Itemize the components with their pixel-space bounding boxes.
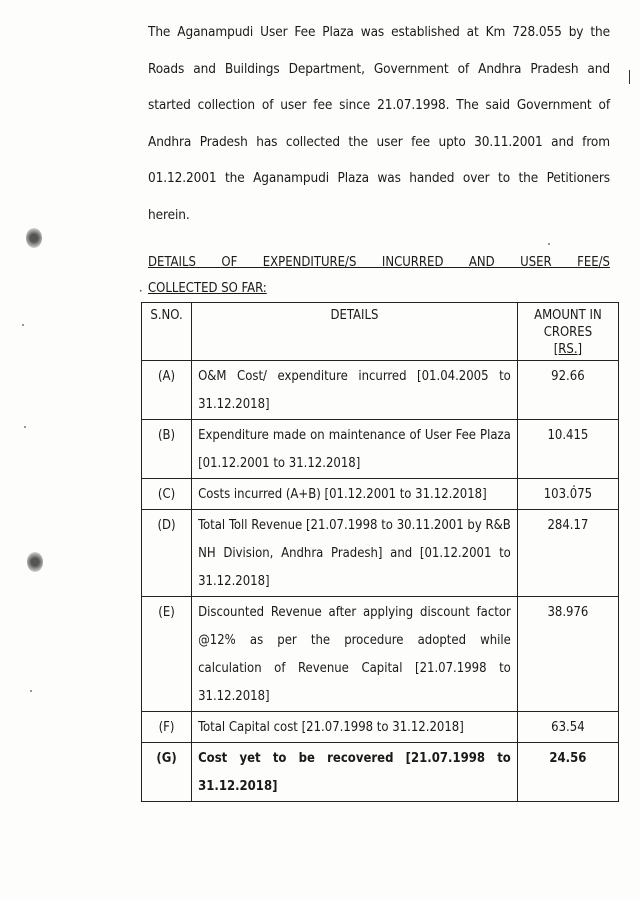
punch-hole-bottom (27, 552, 43, 572)
paragraph-line: herein. (148, 206, 190, 223)
table-header-row (142, 303, 619, 361)
row-amount: 92.66 (517, 361, 618, 420)
table-row (142, 479, 619, 510)
header-details: DETAILS (192, 303, 518, 361)
row-details: O&M Cost/ expenditure incurred [01.04.2005 to 31.12.2018] (192, 361, 518, 420)
table-row (142, 712, 619, 743)
edge-mark (629, 70, 630, 84)
scan-speck (548, 243, 550, 245)
row-details: Total Toll Revenue [21.07.1998 to 30.11.2001 by R&B NH Division, Andhra Pradesh] and [01.12.2001 to 31.12.2018] (192, 510, 518, 597)
scan-speck (22, 324, 24, 326)
section-heading (148, 250, 610, 302)
row-details: Expenditure made on maintenance of User Fee Plaza [01.12.2001 to 31.12.2018] (192, 420, 518, 479)
heading-line: DETAILS OF EXPENDITURE/S INCURRED AND USER FEE/S (148, 255, 610, 270)
paragraph-line: The Aganampudi User Fee Plaza was established at Km 728.055 by the (148, 24, 610, 40)
paragraph-line: Andhra Pradesh has collected the user fee upto 30.11.2001 and from (148, 133, 610, 150)
paragraph-line: Roads and Buildings Department, Government of Andhra Pradesh and (148, 60, 610, 77)
row-details: Total Capital cost [21.07.1998 to 31.12.2018] (192, 712, 518, 743)
table-row-total (142, 743, 619, 802)
header-amount-line: AMOUNT IN (534, 308, 602, 323)
header-sno: S.NO. (142, 303, 192, 361)
row-sno: (F) (142, 712, 192, 743)
row-sno: (E) (142, 597, 192, 712)
intro-paragraph (148, 14, 610, 233)
table-row (142, 420, 619, 479)
table-row (142, 510, 619, 597)
paragraph-line: 01.12.2001 the Aganampudi Plaza was handed over to the Petitioners (148, 170, 610, 186)
row-sno: (B) (142, 420, 192, 479)
heading-bullet-mark: · (139, 284, 143, 298)
row-amount: 284.17 (517, 510, 618, 597)
header-amount-line: CRORES (543, 325, 593, 340)
table-row (142, 361, 619, 420)
row-details: Discounted Revenue after applying discount factor @12% as per the procedure adopted while calculation of Revenue Capital [21.07.1998 to 31.12.2018] (192, 597, 518, 712)
row-sno: (G) (142, 743, 192, 802)
row-details: Cost yet to be recovered [21.07.1998 to 31.12.2018] (192, 743, 518, 802)
expenditure-table (141, 302, 619, 802)
row-sno: (C) (142, 479, 192, 510)
heading-line: COLLECTED SO FAR: (148, 281, 267, 296)
row-details: Costs incurred (A+B) [01.12.2001 to 31.12.2018] (192, 479, 518, 510)
scan-speck (24, 426, 26, 428)
row-amount: 63.54 (517, 712, 618, 743)
row-amount: 103.075 (517, 479, 618, 510)
paragraph-line: started collection of user fee since 21.07.1998. The said Government of (148, 97, 610, 113)
table-row (142, 597, 619, 712)
row-sno: (D) (142, 510, 192, 597)
row-amount: 10.415 (517, 420, 618, 479)
row-sno: (A) (142, 361, 192, 420)
row-amount: 38.976 (517, 597, 618, 712)
scan-speck (30, 690, 32, 692)
scan-speck (573, 485, 575, 487)
header-amount (517, 303, 618, 361)
row-amount: 24.56 (517, 743, 618, 802)
punch-hole-top (26, 228, 42, 248)
header-amount-line: [RS.] (553, 342, 583, 357)
